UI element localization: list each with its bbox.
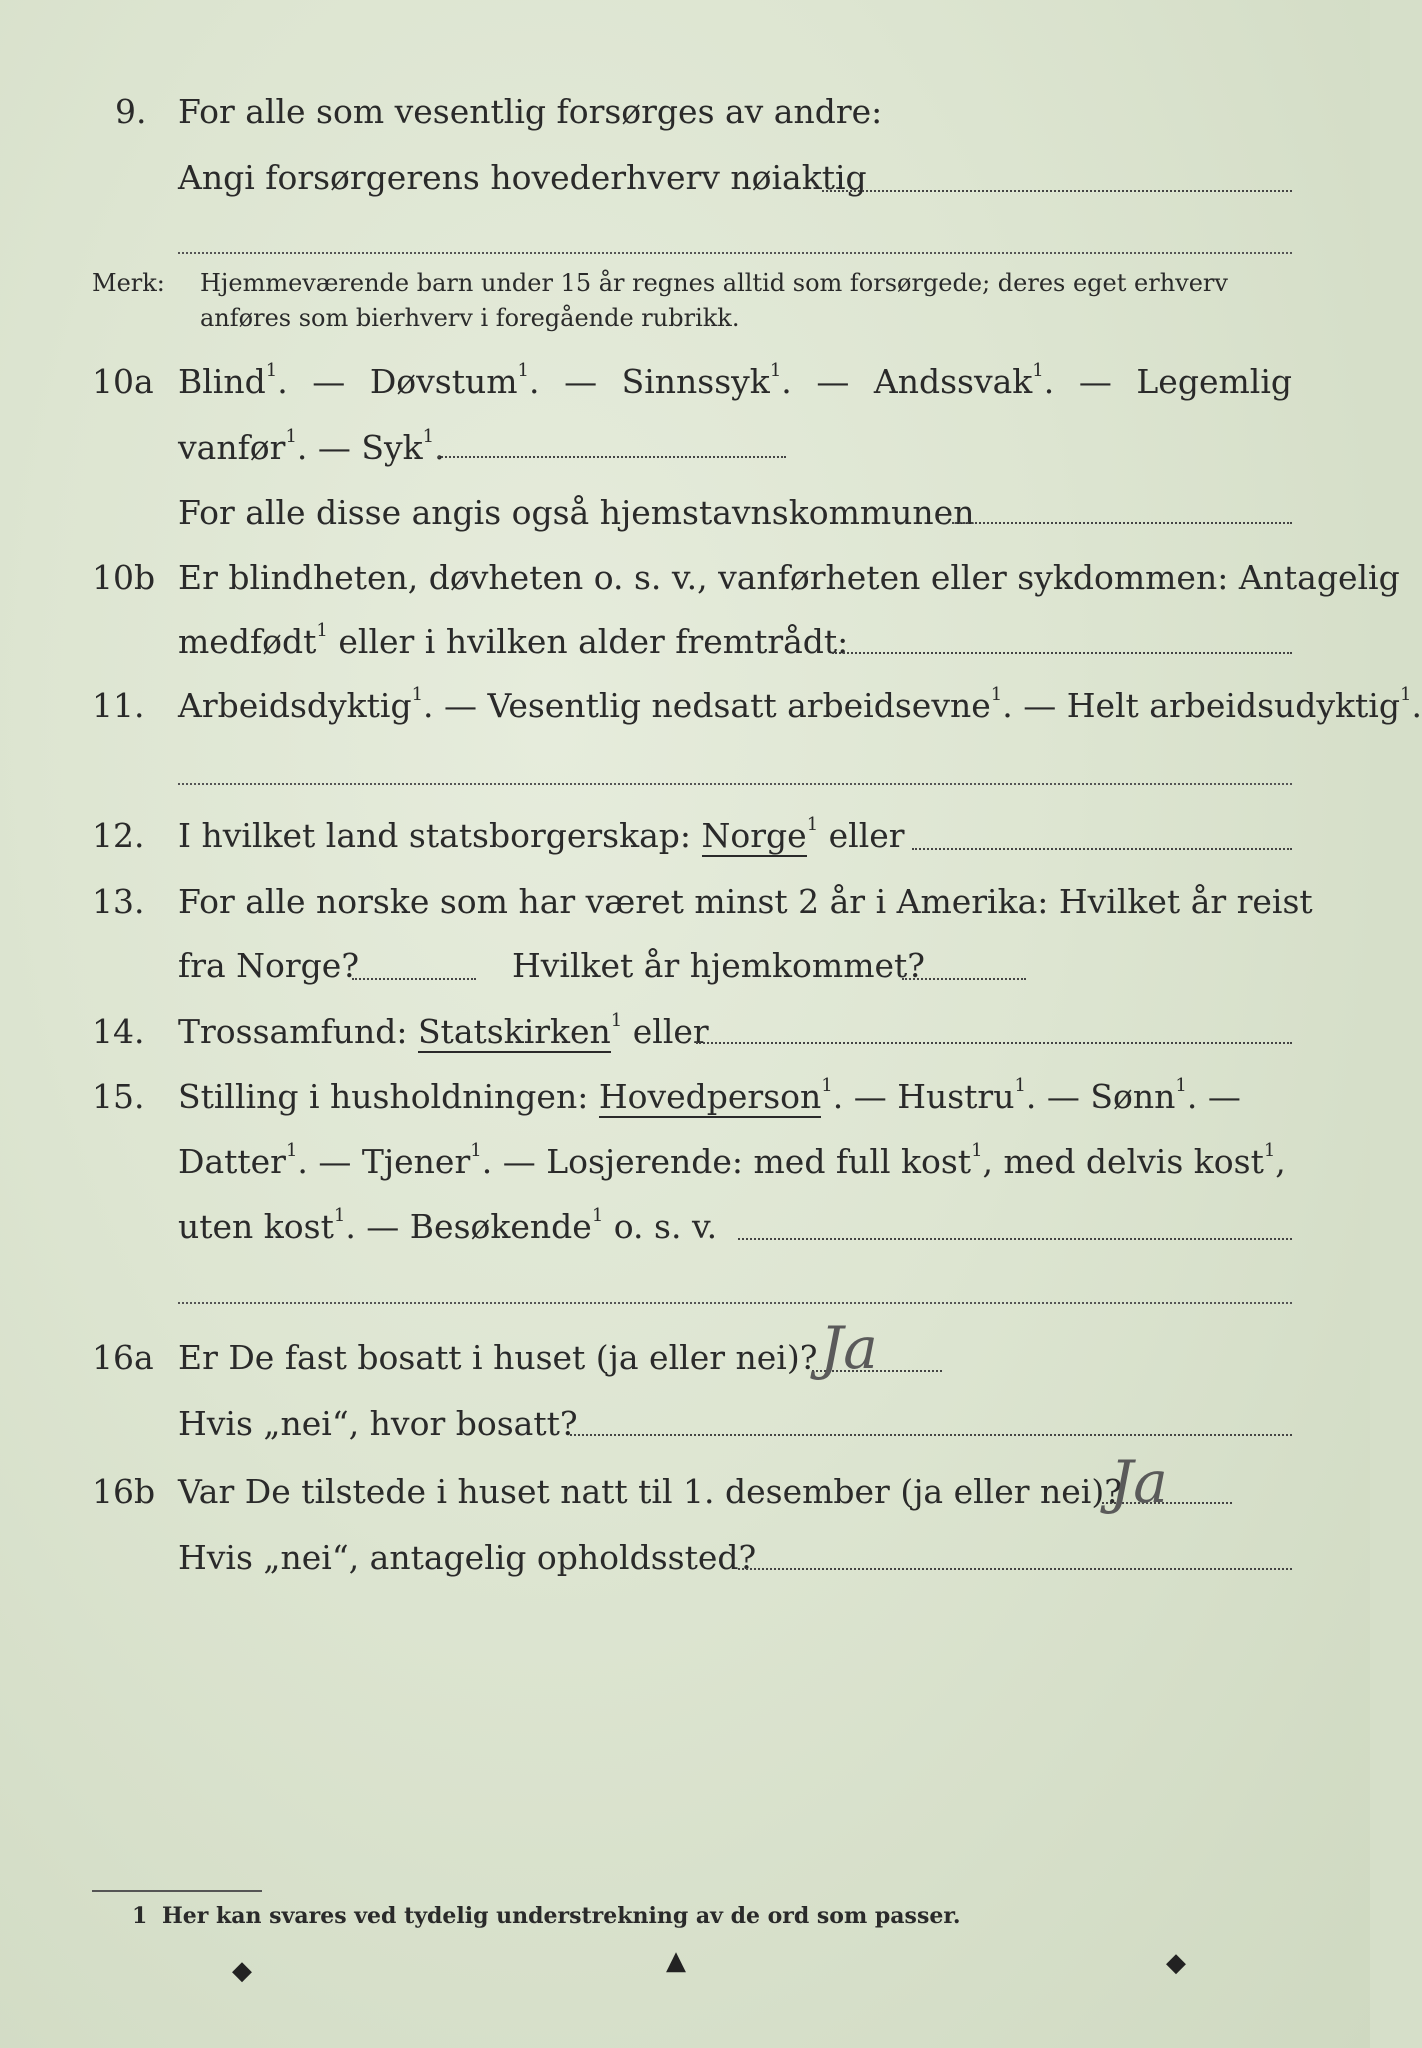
opt-sonn[interactable]: Sønn [1090,1077,1176,1116]
q10a-line2: vanfør$^1$. — Syk$^1$. [178,426,445,467]
q16b-line2: Hvis „nei“, antagelig opholdssted? [178,1538,757,1577]
q15-line1: Stilling i husholdningen: Hovedperson$^1$. — Hustru$^1$. — Sønn$^1$. — [178,1075,1241,1116]
q16a-handwritten-answer: Ja [820,1314,878,1382]
registration-mark-left: ◆ [232,1956,252,1986]
q16a-line1: Er De fast bosatt i huset (ja eller nei)? [178,1338,818,1377]
q10a-line3: For alle disse angis også hjemstavnskommunen [178,493,975,532]
q12-line: I hvilket land statsborgerskap: Norge$^1$ eller [178,814,905,855]
q10b-line2: medfødt$^1$ eller i hvilken alder fremtrådt: [178,620,849,661]
opt-utenkost[interactable]: uten kost [178,1207,334,1246]
q12-number: 12. [92,816,145,855]
q15-number: 15. [92,1077,145,1116]
opt-nedsatt[interactable]: Vesentlig nedsatt arbeidsevne [487,686,991,725]
q9-answer-line[interactable] [822,190,1292,192]
opt-hustru[interactable]: Hustru [897,1077,1015,1116]
q14-line: Trossamfund: Statskirken$^1$ eller [178,1010,709,1051]
q11-line1: Arbeidsdyktig$^1$. — Vesentlig nedsatt arbeidsevne$^1$. — Helt arbeidsudyktig$^1$. [178,684,1422,725]
opt-fullkost[interactable]: med full kost [753,1142,972,1181]
q16b-line1: Var De tilstede i huset natt til 1. desember (ja eller nei)? [178,1472,1122,1511]
q10a-line1: Blind$^1$. — Døvstum$^1$. — Sinnssyk$^1$. — Andssvak$^1$. — Legemlig [178,360,1292,401]
q16b-handwritten-answer: Ja [1110,1448,1168,1516]
opt-statskirken-underlined[interactable]: Statskirken [417,1012,611,1051]
q11-separator [178,783,1292,785]
q9-line1: For alle som vesentlig forsørges av andre: [178,92,883,131]
opt-besokende[interactable]: Besøkende [409,1207,592,1246]
merk-label: Merk: [92,269,165,297]
q16b-number: 16b [92,1472,156,1511]
opt-andssvak[interactable]: Andssvak [873,362,1033,401]
opt-medfodt[interactable]: medfødt [178,622,317,661]
opt-tjener[interactable]: Tjener [361,1142,471,1181]
opt-arbeidsdyktig[interactable]: Arbeidsdyktig [178,686,412,725]
q10b-number: 10b [92,558,156,597]
opt-udyktig[interactable]: Helt arbeidsudyktig [1066,686,1400,725]
merk-line1: Hjemmeværende barn under 15 år regnes alltid som forsørgede; deres eget erhverv [200,269,1228,297]
q13-hjem-label: Hvilket år hjemkommet? [512,946,925,985]
registration-mark-center: ▲ [666,1946,686,1976]
opt-syk[interactable]: Syk [361,428,423,467]
merk-line2: anføres som bierhverv i foregående rubrikk. [200,304,740,332]
q15-answer-line[interactable] [738,1238,1292,1240]
footnote-mark: 1 [132,1903,148,1929]
opt-delviskost[interactable]: med delvis kost [1003,1142,1264,1181]
opt-norge-underlined[interactable]: Norge [701,816,807,855]
registration-mark-right: ◆ [1166,1948,1186,1978]
opt-sinnssyk[interactable]: Sinnssyk [621,362,770,401]
opt-hovedperson-underlined[interactable]: Hovedperson [598,1077,822,1116]
q10a-syk-answer-line[interactable] [438,456,786,458]
opt-datter[interactable]: Datter [178,1142,286,1181]
q13-fra-label: fra Norge? [178,946,360,985]
q16a-bosatt-answer-line[interactable] [570,1434,1292,1436]
q16a-number: 16a [92,1338,154,1377]
q16b-opholdssted-answer-line[interactable] [738,1568,1292,1570]
q12-answer-line[interactable] [912,848,1292,850]
q15-line3: uten kost$^1$. — Besøkende$^1$ o. s. v. [178,1205,718,1246]
q10b-answer-line[interactable] [832,652,1292,654]
opt-blind[interactable]: Blind [178,362,266,401]
q10a-number: 10a [92,362,154,401]
footnote-rule [92,1890,262,1892]
q13-line1: For alle norske som har været minst 2 år i Amerika: Hvilket år reist [178,882,1313,921]
q9-separator [178,252,1292,254]
opt-vanfor[interactable]: vanfør [178,428,286,467]
q11-number: 11. [92,686,145,725]
q16a-line2: Hvis „nei“, hvor bosatt? [178,1404,578,1443]
q14-answer-line[interactable] [696,1042,1292,1044]
q9-line2: Angi forsørgerens hovederhverv nøiaktig [178,158,867,197]
q13-number: 13. [92,882,145,921]
opt-dovstum[interactable]: Døvstum [369,362,518,401]
opt-legemlig[interactable]: Legemlig [1136,362,1292,401]
q15-line2: Datter$^1$. — Tjener$^1$. — Losjerende: med full kost$^1$, med delvis kost$^1$, [178,1140,1286,1181]
q10a-hjemstavn-answer-line[interactable] [952,522,1292,524]
footnote-text: Her kan svares ved tydelig understrekning av de ord som passer. [162,1903,961,1929]
q10b-line1: Er blindheten, døvheten o. s. v., vanførheten eller sykdommen: Antagelig [178,558,1400,597]
q9-number: 9. [115,92,147,131]
q13-hjem-answer-line[interactable] [902,978,1026,980]
q13-fra-answer-line[interactable] [352,978,476,980]
q15-separator [178,1302,1292,1304]
q14-number: 14. [92,1012,145,1051]
